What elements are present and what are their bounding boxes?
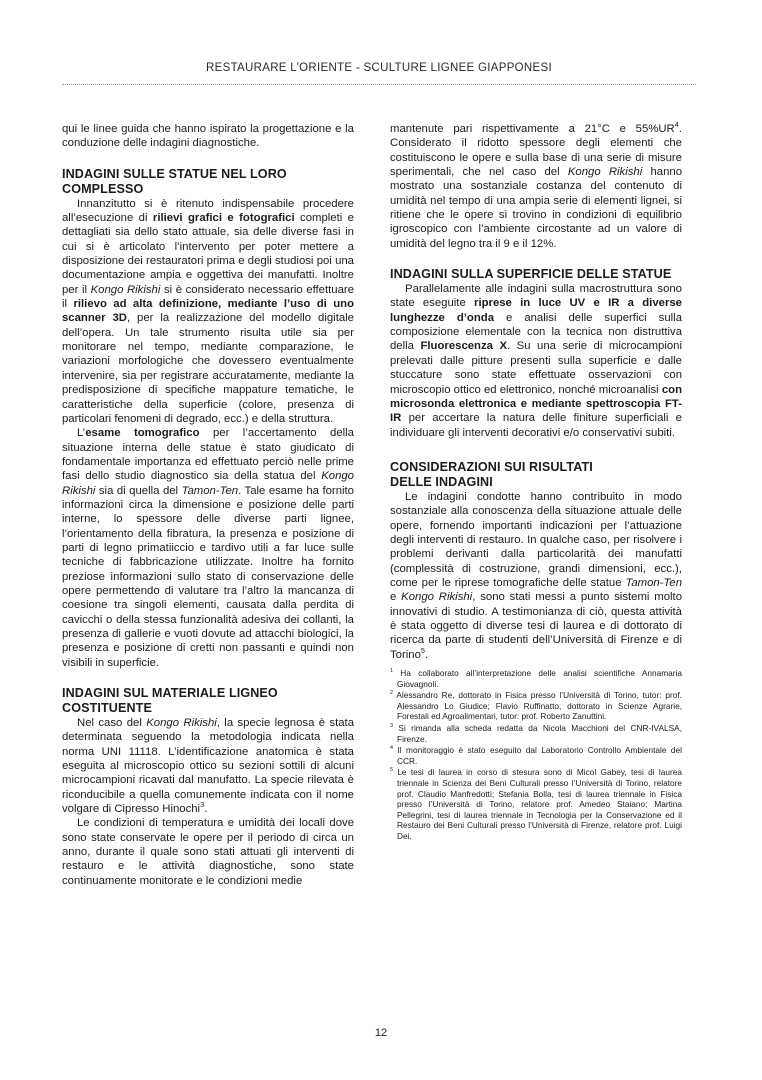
- running-header: RESTAURARE L’ORIENTE - SCULTURE LIGNEE GIAPPONESI: [206, 62, 552, 74]
- paragraph-specie-legnosa: Nel caso del Kongo Rikishi, la specie legnosa è stata determinata seguendo la metodologia indicata nella norma UNI 11118. L’identificazione anatomica è stata eseguita al microscopio ottico su sezioni sottili di alcuni microcampioni ricavati dal manufatto. La specie rilevata è riconducibile a quella comunemente indicata con il nome volgare di Cipresso Hinochi$^3$.: [62, 717, 355, 816]
- left-column: [62, 122, 354, 888]
- footnote: $^3$ Si rimanda alla scheda redatta da Nicola Macchioni del CNR-IVALSA, Firenze.: [390, 722, 682, 744]
- section-heading-considerazioni: CONSIDERAZIONI SUI RISULTATI DELLE INDAGINI: [390, 459, 593, 489]
- footnotes: [390, 668, 682, 842]
- section-heading-materiale-ligneo: INDAGINI SUL MATERIALE LIGNEO COSTITUENTE: [62, 686, 278, 716]
- footnote: $^4$ Il monitoraggio è stato eseguito dal Laboratorio Controllo Ambientale del CCR.: [390, 745, 682, 766]
- header-dotted-rule: [62, 84, 696, 85]
- paragraph-considerazioni: Le indagini condotte hanno contribuito in modo sostanziale alla conoscenza della situazione attuale delle opere, fornendo importanti indicazioni per l’attuazione degli interventi di restauro. In qualche caso, per risolvere i problemi derivanti dalla particolarità dei manufatti (complessità di costruzione, grandi dimensioni, ecc.), come per le riprese tomografiche delle statue Tamon-Ten e Kongo Rikishi, sono stati messi a punto sistemi molto innovativi di studio. A testimonianza di ciò, questa attività è stata oggetto di diverse tesi di laurea e di dottorato di ricerca da parte di studenti dell’Università di Firenze e di Torino$^5$.: [390, 490, 683, 661]
- paragraph-superficie: Parallelamente alle indagini sulla macrostruttura sono state eseguite riprese in luce UV e IR a diverse lunghezze d’onda e analisi delle superfici sulla composizione elementale con la tecnica non distruttiva della Fluorescenza X. Su una serie di microcampioni prelevati dalle pitture presenti sulla superficie e dalle stuccature sono state effettuate osservazioni con microscopio ottico ed elettronico, nonché microanalisi con microsonda elettronica e mediante spettroscopia FT-IR per accertare la natura delle finiture superficiali e individuare gli interventi decorativi e/o conservativi subiti.: [390, 283, 682, 439]
- paragraph-rilievi: Innanzitutto si è ritenuto indispensabile procedere all’esecuzione di rilievi grafici e fotografici completi e dettagliati sia dello stato attuale, sia delle diverse fasi in cui si è articolato l’intervento per poter mettere a disposizione dei restauratori prima e degli studiosi poi una documentazione ampia e oggettiva dei manufatti. Inoltre per il Kongo Rikishi si è considerato necessario effettuare il rilievo ad alta definizione, mediante l’uso di uno scanner 3D, per la realizzazione del modello digitale dell’opera. Un tale strumento risulta utile sia per monitorare nel tempo, mediante comparazione, le variazioni morfologiche che dovessero eventualmente intervenire, sia per registrare accuratamente, mediante la predisposizione di specifiche mappature tematiche, le caratteristiche della superficie (colore, presenza di particolari fenomeni di degrado, ecc.) e della struttura.: [62, 197, 354, 425]
- footnote-ref-5: 5: [420, 645, 425, 655]
- page-number: 12: [374, 1027, 388, 1039]
- footnote: $^2$ Alessandro Re, dottorato in Fisica presso l’Università di Torino, tutor: prof. Alessandro Lo Giudice; Flavio Ruffinatto, dottorato in Scienze Agrarie, Forestali ed Agroalimentari, tutor: prof. Roberto Zanuttini.: [390, 690, 682, 722]
- right-column: [390, 122, 682, 843]
- footnote-ref-3: 3: [200, 800, 205, 810]
- section-heading-superficie: INDAGINI SULLA SUPERFICIE DELLE STATUE: [390, 267, 672, 282]
- footnote: $^5$ Le tesi di laurea in corso di stesura sono di Micol Gabey, tesi di laurea triennale in Scienza dei Beni Culturali presso l’Università di Torino, relatore prof. Claudio Manfredotti; Stefania Bolla, tesi di laurea triennale in Fisica presso l’Università di Torino, relatore prof. Amedeo Staiano; Martina Pellegrini, tesi di laurea triennale in Tecnologia per la Conservazione ed il Restauro dei Beni Culturali presso l’Università di Firenze, relatore prof. Luigi Dei.: [390, 767, 682, 841]
- section-heading-statue-complesso: INDAGINI SULLE STATUE NEL LORO COMPLESSO: [62, 166, 287, 196]
- paragraph-continuation: mantenute pari rispettivamente a 21°C e $55\%UR^4$. Considerato il ridotto spessore degli elementi che costituiscono le opere e sulla base di una serie di misure sperimentali, che nel caso del Kongo Rikishi hanno mostrato una sostanziale costanza del contenuto di umidità nel tempo di una ampia serie di elementi lignei, si ritiene che le opere si trovino in condizioni di equilibrio igroscopico con l’ambiente circostante ad un valore di umidità del legno tra il 9 e il 12%.: [390, 120, 683, 250]
- intro-paragraph: qui le linee guida che hanno ispirato la progettazione e la conduzione delle indagini diagnostiche.: [62, 123, 354, 150]
- paragraph-condizioni-ambientali: Le condizioni di temperatura e umidità dei locali dove sono state conservate le opere per il periodo di circa un anno, durante il quale sono stati attuati gli interventi di restauro e le attività diagnostiche, sono state continuamente monitorate e le condizioni medie: [62, 817, 354, 887]
- paragraph-tomografico: L’esame tomografico per l’accertamento della situazione interna delle statue è stato giudicato di fondamentale importanza ed effettuato perciò nelle prime fasi dello studio diagnostico sia della statua del Kongo Rikishi sia di quella del Tamon-Ten. Tale esame ha fornito informazioni circa la dimensione e posizione delle parti interne, lo spessore delle diverse parti lignee, l’orientamento della fibratura, la presenza e posizione di parti di legno primatiiccio e tardivo utili a far luce sulle tecniche di fabbricazione utilizzate. Inoltre ha fornito preziose informazioni sullo stato di conservazione delle opere permettendo di valutare tra l’altro la mancanza di coesione tra singoli elementi, causata dalla perdita di cavicchi o della stessa funzionalità adesiva dei collanti, la presenza di gallerie e vuoti dovute ad attacchi biologici, la presenza e posizione di cretti non passanti e quindi non visibili in superficie.: [62, 427, 354, 669]
- footnote: $^1$ Ha collaborato all’interpretazione delle analisi scientifiche Annamaria Giovagnoli.: [390, 668, 682, 689]
- footnote-ref-4: 4: [674, 120, 679, 130]
